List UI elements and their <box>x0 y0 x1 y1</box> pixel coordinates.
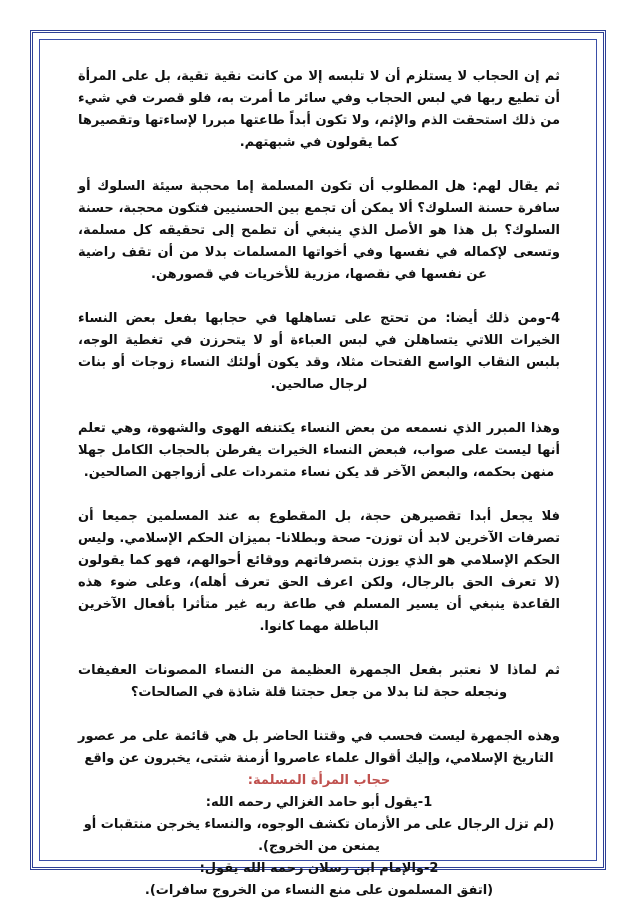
paragraph-2: ثم يقال لهم: هل المطلوب أن تكون المسلمة إما محجبة سيئة السلوك أو سافرة حسنة السلوك؟ ألا يمكن أن تجمع بين الحسنيين فتكون محجبة، حسنة السلوك؟ بل هذا هو الأصل الذي ينبغي أن تطمح إلى تحقيقه كل مسلمة، وتسعى لإكماله في نفسها وفي أخواتها المسلمات بدلا من أن تقف راضية عن نفسها في نقصها، مزرية للأخريات في قصورهن. <box>78 179 560 282</box>
quote-2-title: 2-والإمام ابن رسلان رحمه الله يقول: <box>199 861 439 876</box>
paragraph-3: 4-ومن ذلك أيضا: من تحتج على تساهلها في حجابها بفعل بعض النساء الخيرات اللاتي يتساهلن في لبس العباءة أو لا يتحرزن في تغطية الوجه، بلبس النقاب الواسع الفتحات مثلا، وقد يكون أولئك النساء زوجات أو بنات لرجال صالحين. <box>78 311 560 392</box>
paragraph-5: فلا يجعل أبدا تقصيرهن حجة، بل المقطوع به عند المسلمين جميعا أن تصرفات الآخرين لابد أن توزن- صحة وبطلانا- بميزان الحكم الإسلامي. وليس الحكم الإسلامي هو الذي يوزن بتصرفاتهم ووقائع أحوالهم، فهو كما يقولون (لا تعرف الحق بالرجال، ولكن اعرف الحق تعرف أهله)، وعلى ضوء هذه القاعدة ينبغي أن يسير المسلم في طاعة ربه غير متأثرا بأفعال الآخرين الباطلة مهما كانوا. <box>78 509 560 634</box>
section-heading: حجاب المرأة المسلمة: <box>247 773 391 788</box>
quote-1-title: 1-يقول أبو حامد الغزالي رحمه الله: <box>205 795 433 810</box>
paragraph-6: ثم لماذا لا نعتبر بفعل الجمهرة العظيمة من النساء المصونات العفيفات ونجعله حجة لنا بدلا من جعل حجتنا قلة شاذة في الصالحات؟ <box>78 663 560 700</box>
quote-1-text: (لم تزل الرجال على مر الأزمان تكشف الوجوه، والنساء يخرجن منتقبات أو يمنعن من الخروج). <box>83 817 555 854</box>
quote-2-text: (اتفق المسلمون على منع النساء من الخروج سافرات). <box>144 883 494 898</box>
document-body <box>78 66 560 902</box>
paragraph-7: وهذه الجمهرة ليست فحسب في وقتنا الحاضر بل هي قائمة على مر عصور التاريخ الإسلامي، وإليك أقوال علماء عاصروا أزمنة شتى، يخبرون عن واقع <box>78 729 560 766</box>
paragraph-1: ثم إن الحجاب لا يستلزم أن لا تلبسه إلا من كانت نقية تقية، بل على المرأة أن تطيع ربها في لبس الحجاب وفي سائر ما أمرت به، فلو قصرت في شيء من ذلك استحقت الذم والإثم، ولا تكون أبداً طاعتها مبررا لإساءتها وتقصيرها كما يقولون في شبهتهم. <box>78 69 560 150</box>
paragraph-4: وهذا المبرر الذي نسمعه من بعض النساء يكتنفه الهوى والشهوة، وهي تعلم أنها ليست على صواب، فبعض النساء الخيرات يفرطن بالحجاب الكامل جهلا منهن بحكمه، والبعض الآخر قد يكن نساء متمردات على أزواجهن الصالحين. <box>78 421 560 480</box>
